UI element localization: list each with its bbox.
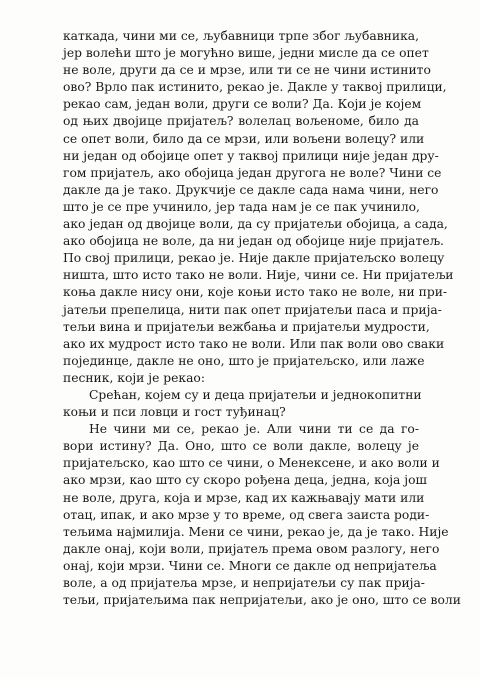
text-line: песник, који је рекао:: [63, 370, 205, 385]
text-line: се опет воли, било да се мрзи, или вољени волецу? или: [63, 131, 425, 146]
quote-line: Срећан, којем су и деца пријатељи и једнокопитни: [89, 387, 422, 402]
text-line: од њих двојице пријатељ? волелац вољеноме, било да: [63, 114, 419, 129]
text-line: тељи, пријатељима пак непријатељи, ако је оно, што се воли: [63, 593, 461, 608]
text-line: ако обојица не воле, да ни један од обојице није пријатељ.: [63, 234, 444, 249]
text-line: дакле да је тако. Друкчије се дакле сада нама чини, него: [63, 182, 439, 197]
text-line: По свој прилици, рекао је. Није дакле пријатељско волецу: [63, 251, 445, 266]
text-line: вори истину? Да. Оно, што се воли дакле, волецу је: [63, 439, 419, 454]
text-line: ако мрзи, као што су скоро рођена деца, једна, која још: [63, 473, 427, 488]
text-line: онај, који мрзи. Чини се. Многи се дакле од непријатеља: [63, 558, 437, 573]
text-line: коња дакле нису они, које коњи исто тако не воле, ни при-: [63, 285, 448, 300]
text-line: воле, а од пријатеља мрзе, и непријатељи су пак прија-: [63, 576, 425, 590]
text-line: не воле, друга, која и мрзе, кад их кажњавају мати или: [63, 490, 425, 505]
text-line: гом пријатељ, ако обојица један другога не воле? Чини се: [63, 165, 442, 180]
text-line: каткада, чини ми се, љубавници трпе због љубавника,: [63, 29, 420, 43]
text-line: ако један од двојице воли, да су пријатељи обојица, а сада,: [63, 217, 448, 232]
text-line: Не чини ми се, рекао је. Али чини ти се да го-: [89, 422, 419, 437]
text-line: тељима најмилија. Мени се чини, рекао је, да је тако. Није: [63, 524, 449, 539]
paragraph-2: [63, 421, 461, 609]
text-line: рекао сам, један воли, други се воли? Да. Који је којем: [63, 97, 422, 112]
text-line: ни један од обојице опет у таквој прилици није један дру-: [63, 148, 439, 163]
text-line: што је се пре учинило, јер тада нам је се пак учинило,: [63, 199, 420, 214]
text-line: ако их мудрост исто тако не воли. Или пак воли ово сваки: [63, 336, 445, 351]
text-line: не воле, други да се и мрзе, или ти се не чини истинито: [63, 63, 431, 78]
text-line: јатељи препелица, нити пак опет пријатељи паса и прија-: [63, 302, 442, 317]
text-line: ништа, што исто тако не воли. Није, чини се. Ни пријатељи: [63, 268, 454, 283]
text-line: пријатељско, као што се чини, о Менексене, и ако воли и: [63, 456, 440, 471]
text-line: тељи вина и пријатељи вежбања и пријатељи мудрости,: [63, 319, 430, 334]
page-text: [63, 28, 461, 609]
text-line: ово? Врло пак истинито, рекао је. Дакле у таквој прилици,: [63, 80, 447, 95]
quote-line: коњи и пси ловци и гост туђинац?: [63, 405, 286, 420]
text-line: отац, ипак, и ако мрзе у то време, од свега заиста роди-: [63, 507, 430, 522]
paragraph-1: [63, 28, 454, 387]
text-line: дакле онај, који воли, пријатељ према овом разлогу, него: [63, 541, 440, 556]
verse-quote: [63, 387, 422, 421]
text-line: јер волећи што је могућно више, једни мисле да се опет: [63, 46, 429, 61]
text-line: појединце, дакле не оно, што је пријатељско, или лаже: [63, 353, 425, 368]
